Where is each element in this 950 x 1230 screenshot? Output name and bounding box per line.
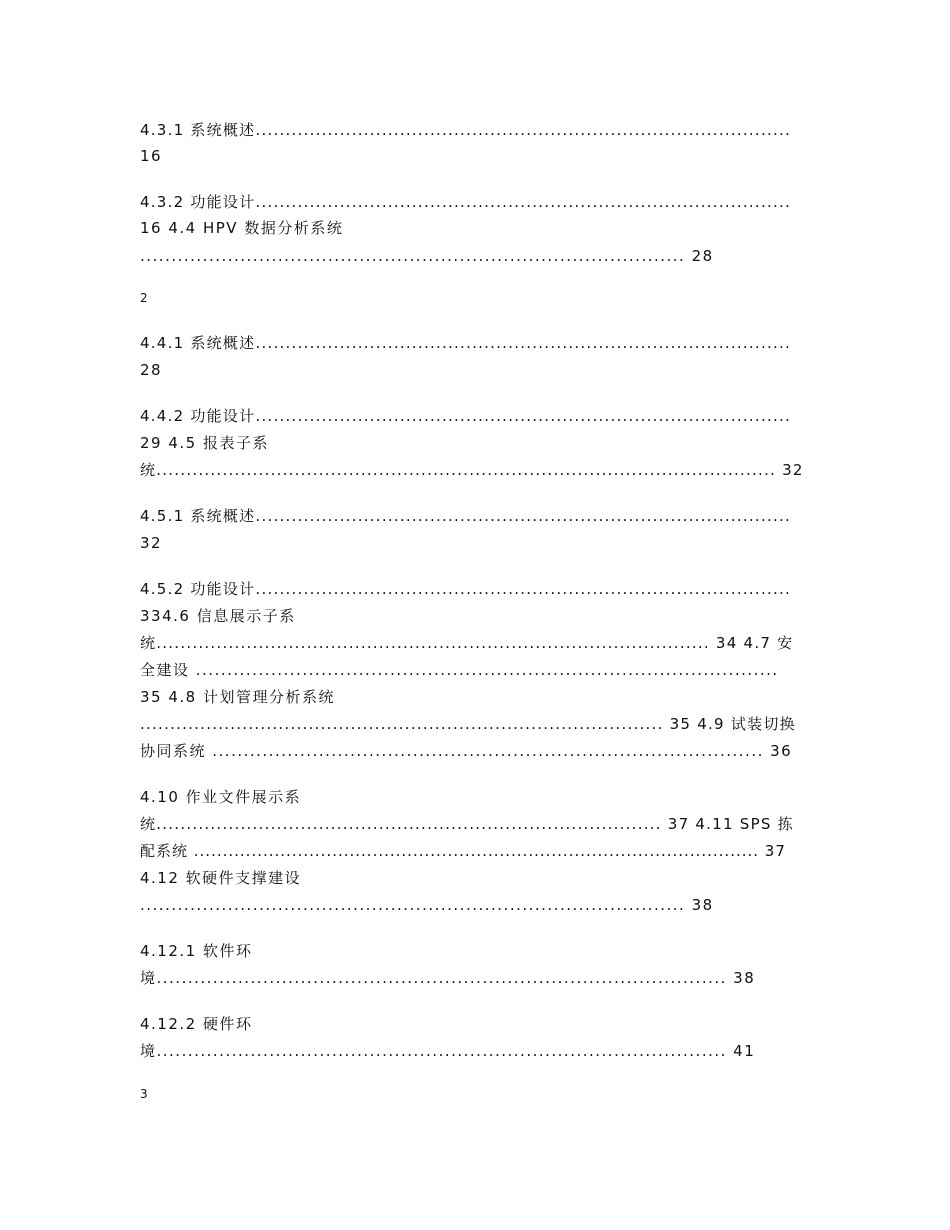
toc-line-4-12-1: 4.12.1 软件环 — [140, 942, 253, 960]
toc-line-4-5-1: 4.5.1 系统概述......................................................................................... — [140, 507, 792, 525]
toc-line-page: 16 — [140, 147, 163, 165]
toc-line-4-5-2: 4.5.2 功能设计......................................................................................... — [140, 580, 792, 598]
toc-line-4-10: 4.10 作业文件展示系 — [140, 788, 302, 806]
toc-line-4-3-1: 4.3.1 系统概述......................................................................................... — [140, 121, 792, 139]
toc-line-page: 境........................................................................................... 38 — [140, 969, 756, 987]
toc-line-4-12-2: 4.12.2 硬件环 — [140, 1015, 253, 1033]
toc-line-4-7-cont: 全建设 ............................................................................................. — [140, 661, 779, 679]
toc-line-4-3-2: 4.3.2 功能设计......................................................................................... — [140, 193, 792, 211]
toc-line-4-9-cont: 协同系统 ........................................................................................ 36 — [140, 742, 793, 760]
toc-line-page: 境........................................................................................... 41 — [140, 1042, 756, 1060]
toc-line-4-7: 统............................................................................................ 34 4.7 安 — [140, 634, 794, 652]
toc-line-4-6: 334.6 信息展示子系 — [140, 607, 296, 625]
toc-line-4-9: ....................................................................................... 35 4.9 试装切换 — [140, 715, 796, 733]
toc-line-4-4-1: 4.4.1 系统概述......................................................................................... — [140, 334, 792, 352]
toc-line-4-4: 16 4.4 HPV 数据分析系统 — [140, 219, 344, 237]
page-number: 3 — [140, 1087, 148, 1101]
toc-line-page: ....................................................................................... 28 — [140, 247, 714, 265]
toc-line-page: 32 — [140, 534, 163, 552]
toc-line-4-8: 35 4.8 计划管理分析系统 — [140, 688, 335, 706]
toc-line-4-12: 4.12 软硬件支撑建设 — [140, 869, 302, 887]
toc-line-4-11-cont: 配系统 .................................................................................................. 37 — [140, 842, 786, 860]
toc-line-page: ....................................................................................... 38 — [140, 896, 714, 914]
toc-line-page: 统....................................................................................................... 32 — [140, 461, 804, 479]
toc-line-4-11: 统.................................................................................... 37 4.11 SPS 拣 — [140, 815, 794, 833]
toc-line-page: 28 — [140, 361, 163, 379]
toc-line-4-5: 29 4.5 报表子系 — [140, 434, 269, 452]
page-number: 2 — [140, 291, 148, 305]
toc-line-4-4-2: 4.4.2 功能设计......................................................................................... — [140, 407, 792, 425]
